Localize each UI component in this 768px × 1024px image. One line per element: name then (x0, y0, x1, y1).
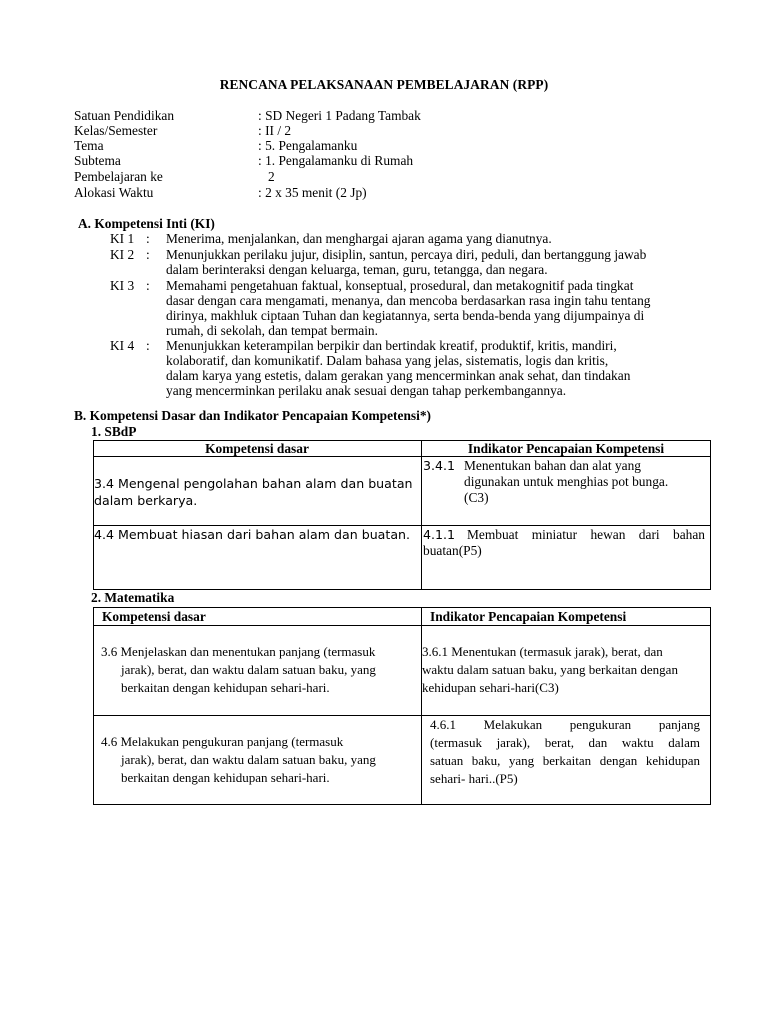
ki-text-line: dirinya, makhluk ciptaan Tuhan dan kegiatannya, serta benda-benda yang dijumpainya di (166, 308, 645, 323)
ki-text (166, 231, 696, 246)
cell-line: waktu dalam satuan baku, yang berkaitan dengan (422, 662, 678, 677)
cell-line: 3.6.1 Menentukan (termasuk jarak), berat, dan (422, 644, 663, 659)
cell-line: digunakan untuk menghias pot bunga. (464, 474, 669, 489)
ki-code: KI 1 (110, 231, 135, 246)
sbdp-col-header-ipk: Indikator Pencapaian Kompetensi (467, 441, 665, 456)
cell-line: Menentukan bahan dan alat yang (464, 458, 641, 473)
identity-value: : SD Negeri 1 Padang Tambak (258, 108, 421, 123)
identity-label: Kelas/Semester (74, 123, 158, 138)
identity-label: Alokasi Waktu (74, 185, 154, 200)
cell-line: satuan baku, yang berkaitan dengan kehidupan (430, 753, 700, 768)
cell-line: (C3) (464, 490, 489, 505)
cell-line: sehari- hari..(P5) (430, 771, 518, 786)
identity-value: : 2 x 35 menit (2 Jp) (258, 185, 367, 200)
identity-value: : 1. Pengalamanku di Rumah (258, 153, 414, 168)
cell-line: 4.4 Membuat hiasan dari bahan alam dan buatan. (94, 527, 411, 542)
table-divider (421, 440, 422, 590)
ki-text (166, 338, 696, 398)
identity-value: 2 (268, 169, 275, 184)
identity-label: Tema (74, 138, 104, 153)
ki-text-line: kolaboratif, dan komunikatif. Dalam bahasa yang jelas, sistematis, logis dan kritis, (166, 353, 609, 368)
cell-line: berkaitan dengan kehidupan sehari-hari. (121, 770, 330, 785)
ki-code: KI 2 (110, 247, 135, 262)
ki-code: KI 3 (110, 278, 135, 293)
cell-line: jarak), berat, dan waktu dalam satuan baku, yang (121, 662, 376, 677)
ki-text-line: dalam karya yang estetis, dalam gerakan yang mencerminkan anak sehat, dan tindakan (166, 368, 631, 383)
ki-text (166, 278, 696, 338)
ki-text (166, 247, 696, 277)
ki-colon: : (146, 278, 150, 293)
matematika-col-header-kd: Kompetensi dasar (102, 609, 206, 624)
ki-text-line: dasar dengan cara mengamati, menanya, dan mencoba berdasarkan rasa ingin tahu tentang (166, 293, 651, 308)
cell-line: buatan(P5) (423, 543, 482, 558)
ki-colon: : (146, 247, 150, 262)
table-divider (421, 607, 422, 805)
matematika-col-header-ipk: Indikator Pencapaian Kompetensi (430, 609, 627, 624)
cell-line: 4.6.1 Melakukan pengukuran panjang (430, 717, 700, 732)
cell-line: jarak), berat, dan waktu dalam satuan baku, yang (121, 752, 376, 767)
cell-line: 3.4 Mengenal pengolahan bahan alam dan buatan (94, 476, 413, 491)
table-divider (93, 456, 711, 457)
ki-text-line: yang mencerminkan perilaku anak sesuai dengan tahap perkembangannya. (166, 383, 567, 398)
table-divider (93, 625, 711, 626)
ki-colon: : (146, 231, 150, 246)
table-cell-kd (94, 475, 413, 509)
table-cell-ipk (430, 716, 700, 788)
cell-line: dalam berkarya. (94, 493, 198, 508)
ipk-number: 4.1.1 (423, 527, 456, 542)
identity-label: Satuan Pendidikan (74, 108, 175, 123)
cell-line: 3.6 Menjelaskan dan menentukan panjang (termasuk (101, 644, 376, 659)
identity-label: Subtema (74, 153, 121, 168)
cell-line: 4.6 Melakukan pengukuran panjang (termasuk (101, 734, 344, 749)
cell-line: Membuat miniatur hewan dari bahan (467, 527, 705, 542)
section-b-heading: B. Kompetensi Dasar dan Indikator Pencapaian Kompetensi*) (74, 408, 431, 423)
ipk-number: 3.4.1 (423, 458, 456, 473)
identity-value: : 5. Pengalamanku (258, 138, 358, 153)
cell-line: (termasuk jarak), berat, dan waktu dalam (430, 735, 700, 750)
sbdp-heading: 1. SBdP (91, 424, 137, 439)
ki-text-line: dalam berinteraksi dengan keluarga, teman, guru, tetangga, dan negara. (166, 262, 548, 277)
ki-colon: : (146, 338, 150, 353)
ki-text-line: Menunjukkan perilaku jujur, disiplin, santun, percaya diri, peduli, dan bertanggung jawab (166, 247, 647, 262)
ki-code: KI 4 (110, 338, 135, 353)
sbdp-col-header-kd: Kompetensi dasar (205, 441, 309, 456)
cell-line: kehidupan sehari-hari(C3) (422, 680, 559, 695)
identity-label: Pembelajaran ke (74, 169, 163, 184)
table-cell-kd (101, 643, 376, 697)
ki-text-line: Memahami pengetahuan faktual, konseptual, prosedural, dan metakognitif pada tingkat (166, 278, 634, 293)
cell-line: berkaitan dengan kehidupan sehari-hari. (121, 680, 330, 695)
table-cell-kd (101, 733, 376, 787)
identity-value: : II / 2 (258, 123, 292, 138)
table-cell-ipk (422, 643, 678, 697)
ki-text-line: rumah, di sekolah, dan tempat bermain. (166, 323, 378, 338)
table-cell-kd (94, 526, 410, 543)
matematika-heading: 2. Matematika (91, 590, 175, 605)
ki-text-line: Menunjukkan keterampilan berpikir dan bertindak kreatif, produktif, kritis, mandiri, (166, 338, 617, 353)
document-title: RENCANA PELAKSANAAN PEMBELAJARAN (RPP) (219, 77, 549, 92)
section-a-heading: A. Kompetensi Inti (KI) (78, 216, 215, 231)
ki-text-line: Menerima, menjalankan, dan menghargai ajaran agama yang dianutnya. (166, 231, 552, 246)
